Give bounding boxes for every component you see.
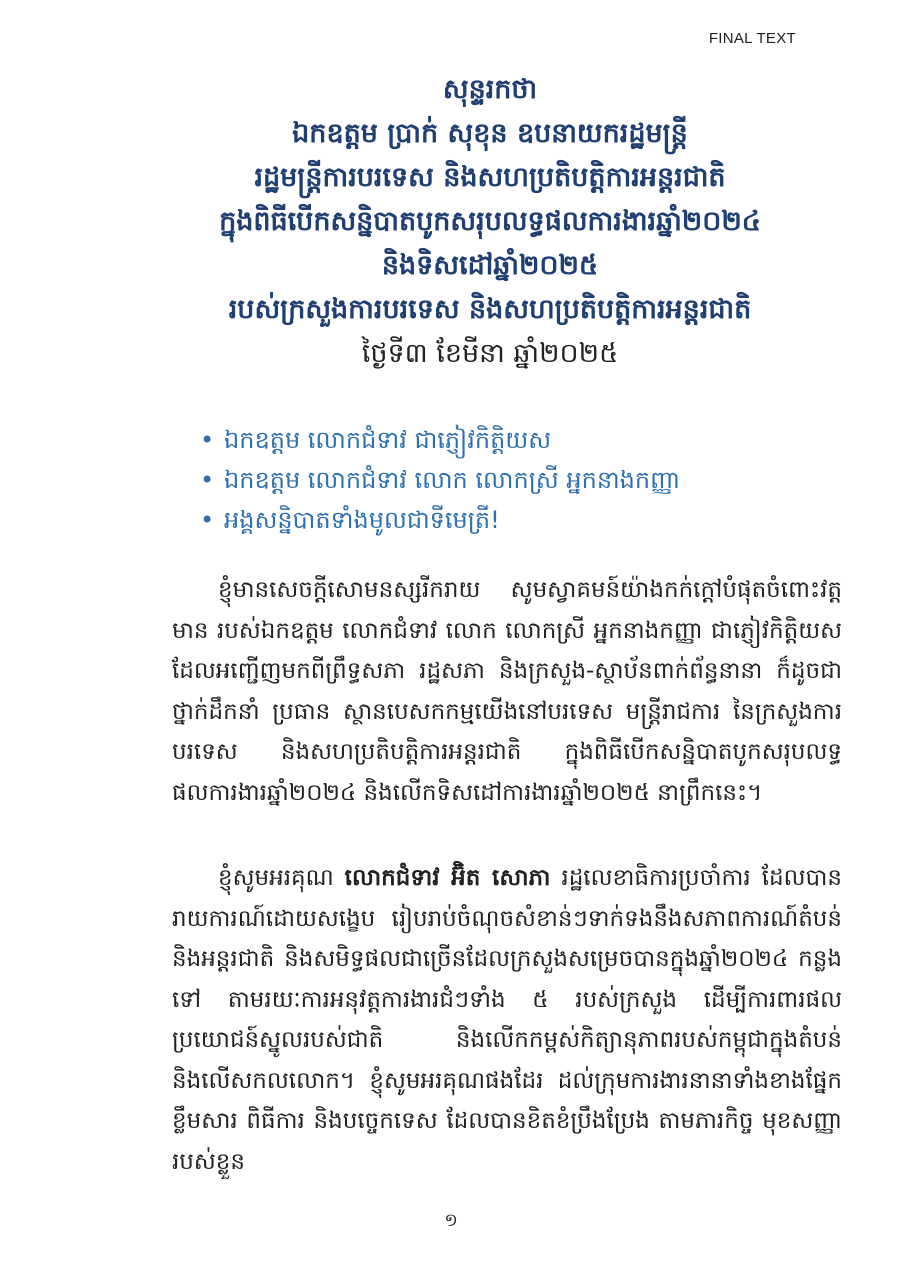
honoree-name: លោកជំទាវ អ៊ិត សោភា <box>344 865 551 891</box>
title-line-6: របស់ក្រសួងការបរទេស និងសហប្រតិបត្តិការអន្តរជាតិ <box>228 294 752 325</box>
paragraph-welcome <box>172 570 842 813</box>
bullet-icon: • <box>200 426 215 454</box>
greeting-text: ឯកឧត្តម លោកជំទាវ ជាភ្ញៀវកិត្តិយស <box>224 426 552 454</box>
bullet-icon: • <box>200 506 215 534</box>
greeting-item <box>198 500 838 540</box>
greeting-item <box>198 420 838 460</box>
paragraph-welcome-text: ខ្ញុំមានសេចក្តីសោមនស្សរីករាយ សូមស្វាគមន៍យ៉ាងកក់ក្តៅបំផុតចំពោះវត្តមាន របស់ឯកឧត្តម លោកជំទាវ លោក លោកស្រី អ្នកនាងកញ្ញា ជាភ្ញៀវកិត្តិយស ដែលអញ្ជើញមកពីព្រឹទ្ធសភា រដ្ឋសភា និងក្រសួង-ស្ថាប័នពាក់ព័ន្ធនានា ក៏ដូចជាថ្នាក់ដឹកនាំ ប្រធាន ស្ថានបេសកកម្មយើងនៅបរទេស មន្ត្រីរាជការ នៃក្រសួងការបរទេស និងសហប្រតិបត្តិការអន្តរជាតិ ក្នុងពិធីបើកសន្និបាតបូកសរុបលទ្ធផលការងារឆ្នាំ២០២៤ និងលើកទិសដៅការងារឆ្នាំ២០២៥ នាព្រឹកនេះ។ <box>172 577 842 806</box>
final-text-label: FINAL TEXT <box>708 30 796 47</box>
title-line-4: ក្នុងពិធីបើកសន្និបាតបូកសរុបលទ្ធផលការងារឆ្នាំ២០២៤ <box>219 206 761 237</box>
greetings-list <box>198 420 838 540</box>
title-line-3: រដ្ឋមន្ត្រីការបរទេស និងសហប្រតិបត្តិការអន្តរជាតិ <box>254 162 726 193</box>
bullet-icon: • <box>200 466 215 494</box>
page-number: ១ <box>444 1210 458 1231</box>
title-line-5: និងទិសដៅឆ្នាំ២០២៥ <box>381 250 599 281</box>
greeting-item <box>198 460 838 500</box>
paragraph-thanks <box>172 858 842 1182</box>
title-line-1: សុន្ទរកថា <box>442 74 538 105</box>
speech-title <box>150 68 830 376</box>
paragraph-thanks-rest: រដ្ឋលេខាធិការប្រចាំការ ដែលបានរាយការណ៍ដោយសង្ខេប រៀបរាប់ចំណុចសំខាន់ៗទាក់ទងនឹងសភាពការណ៍តំបន់ និងអន្តរជាតិ និងសមិទ្ធផលជាច្រើនដែលក្រសួងសម្រេចបានក្នុងឆ្នាំ២០២៤ កន្លងទៅ តាមរយៈការអនុវត្តការងារជំៗទាំង ៥ របស់ក្រសួង ដើម្បីការពារផលប្រយោជន៍ស្នូលរបស់ជាតិ និងលើកកម្ពស់កិត្យានុភាពរបស់កម្ពុជាក្នុងតំបន់ និងលើសកលលោក។ ខ្ញុំសូមអរគុណផងដែរ ដល់ក្រុមការងារនានាទាំងខាងផ្នែកខ្លឹមសារ ពិធីការ និងបច្ចេកទេស ដែលបានខិតខំប្រឹងប្រែង តាមភារកិច្ច មុខសញ្ញារបស់ខ្លួន <box>172 865 842 1175</box>
paragraph-thanks-start: ខ្ញុំសូមអរគុណ <box>218 865 334 891</box>
greeting-text: ឯកឧត្តម លោកជំទាវ លោក លោកស្រី អ្នកនាងកញ្ញា <box>224 466 681 494</box>
greeting-text: អង្គសន្និបាតទាំងមូលជាទីមេត្រី! <box>224 506 500 534</box>
speech-date: ថ្ងៃទី៣ ខែមីនា ឆ្នាំ២០២៥ <box>361 338 619 369</box>
title-line-2: ឯកឧត្តម ប្រាក់ សុខុន ឧបនាយករដ្ឋមន្ត្រី <box>292 118 688 149</box>
